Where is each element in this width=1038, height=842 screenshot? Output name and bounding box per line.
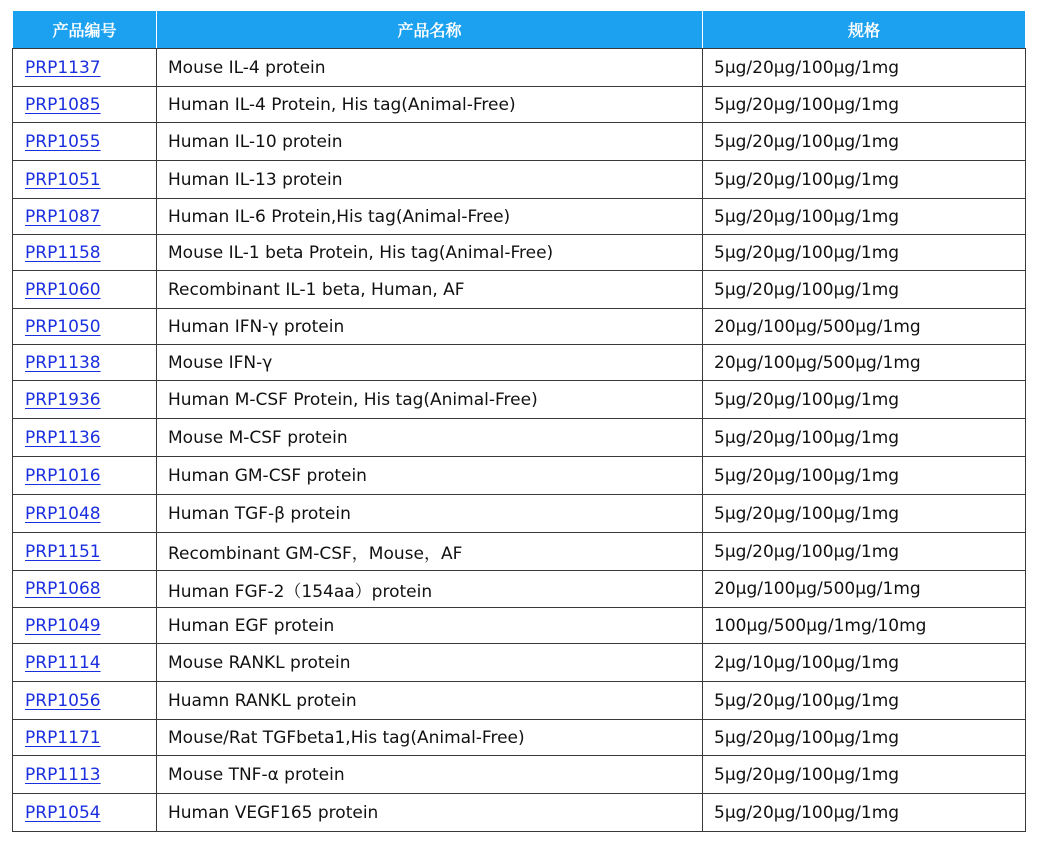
header-specification: 规格 xyxy=(703,11,1026,49)
product-code-link[interactable]: PRP1048 xyxy=(25,503,101,524)
table-row xyxy=(13,794,1026,832)
product-code-link[interactable]: PRP1051 xyxy=(25,169,101,190)
product-name-cell: Human FGF-2（154aa）protein xyxy=(157,571,703,608)
table-row xyxy=(13,720,1026,756)
table-header-row xyxy=(13,11,1026,49)
table-row xyxy=(13,271,1026,309)
product-code-link[interactable]: PRP1113 xyxy=(25,764,101,785)
product-name-cell: Human IL-6 Protein,His tag(Animal-Free) xyxy=(157,199,703,235)
table-row xyxy=(13,381,1026,419)
product-code-cell xyxy=(13,49,157,87)
product-name-cell: Mouse IL-4 protein xyxy=(157,49,703,87)
table-row xyxy=(13,49,1026,87)
table-row xyxy=(13,161,1026,199)
table-row xyxy=(13,199,1026,235)
product-name-cell: Mouse M-CSF protein xyxy=(157,419,703,457)
product-code-link[interactable]: PRP1068 xyxy=(25,579,101,599)
product-name-cell: Human IL-13 protein xyxy=(157,161,703,199)
specification-cell: 5μg/20μg/100μg/1mg xyxy=(703,271,1026,309)
product-table xyxy=(12,10,1026,832)
product-name-cell: Recombinant GM-CSF，Mouse，AF xyxy=(157,533,703,571)
product-code-link[interactable]: PRP1049 xyxy=(25,615,101,636)
specification-cell: 5μg/20μg/100μg/1mg xyxy=(703,794,1026,832)
table-row xyxy=(13,345,1026,381)
specification-cell: 5μg/20μg/100μg/1mg xyxy=(703,419,1026,457)
product-name-cell: Human GM-CSF protein xyxy=(157,457,703,495)
product-code-link[interactable]: PRP1060 xyxy=(25,279,101,300)
product-code-cell xyxy=(13,533,157,571)
product-code-cell xyxy=(13,123,157,161)
product-code-link[interactable]: PRP1054 xyxy=(25,802,101,823)
product-code-cell xyxy=(13,608,157,644)
product-code-cell xyxy=(13,161,157,199)
specification-cell: 5μg/20μg/100μg/1mg xyxy=(703,49,1026,87)
product-code-cell xyxy=(13,457,157,495)
specification-cell: 20μg/100μg/500μg/1mg xyxy=(703,345,1026,381)
header-product-code: 产品编号 xyxy=(13,11,157,49)
product-code-cell xyxy=(13,794,157,832)
product-name-cell: Mouse IFN-γ xyxy=(157,345,703,381)
specification-cell: 5μg/20μg/100μg/1mg xyxy=(703,457,1026,495)
product-code-link[interactable]: PRP1114 xyxy=(25,652,101,673)
specification-cell: 5μg/20μg/100μg/1mg xyxy=(703,495,1026,533)
table-row xyxy=(13,457,1026,495)
product-code-link[interactable]: PRP1055 xyxy=(25,131,101,152)
product-name-cell: Human M-CSF Protein, His tag(Animal-Free) xyxy=(157,381,703,419)
product-code-cell xyxy=(13,495,157,533)
table-row xyxy=(13,608,1026,644)
product-name-cell: Mouse RANKL protein xyxy=(157,644,703,682)
table-row xyxy=(13,682,1026,720)
product-name-cell: Recombinant IL-1 beta, Human, AF xyxy=(157,271,703,309)
table-row xyxy=(13,309,1026,345)
specification-cell: 5μg/20μg/100μg/1mg xyxy=(703,87,1026,123)
table-row xyxy=(13,123,1026,161)
table-row xyxy=(13,756,1026,794)
product-code-link[interactable]: PRP1138 xyxy=(25,352,101,373)
product-code-cell xyxy=(13,419,157,457)
specification-cell: 5μg/20μg/100μg/1mg xyxy=(703,161,1026,199)
specification-cell: 100μg/500μg/1mg/10mg xyxy=(703,608,1026,644)
product-code-link[interactable]: PRP1136 xyxy=(25,427,101,448)
table-row xyxy=(13,644,1026,682)
product-code-link[interactable]: PRP1151 xyxy=(25,541,101,562)
table-row xyxy=(13,533,1026,571)
specification-cell: 20μg/100μg/500μg/1mg xyxy=(703,309,1026,345)
specification-cell: 5μg/20μg/100μg/1mg xyxy=(703,756,1026,794)
specification-cell: 5μg/20μg/100μg/1mg xyxy=(703,381,1026,419)
specification-cell: 5μg/20μg/100μg/1mg xyxy=(703,123,1026,161)
header-product-name: 产品名称 xyxy=(157,11,703,49)
product-code-link[interactable]: PRP1056 xyxy=(25,690,101,711)
product-code-cell xyxy=(13,720,157,756)
specification-cell: 2μg/10μg/100μg/1mg xyxy=(703,644,1026,682)
product-name-cell: Human TGF-β protein xyxy=(157,495,703,533)
table-row xyxy=(13,495,1026,533)
product-code-link[interactable]: PRP1158 xyxy=(25,242,101,263)
product-code-cell xyxy=(13,571,157,608)
product-name-cell: Huamn RANKL protein xyxy=(157,682,703,720)
product-code-cell xyxy=(13,271,157,309)
product-code-cell xyxy=(13,756,157,794)
product-name-cell: Mouse TNF-α protein xyxy=(157,756,703,794)
product-code-link[interactable]: PRP1085 xyxy=(25,94,101,115)
product-code-cell xyxy=(13,345,157,381)
specification-cell: 5μg/20μg/100μg/1mg xyxy=(703,235,1026,271)
product-code-cell xyxy=(13,87,157,123)
product-name-cell: Mouse/Rat TGFbeta1,His tag(Animal-Free) xyxy=(157,720,703,756)
product-code-link[interactable]: PRP1016 xyxy=(25,465,101,486)
product-code-cell xyxy=(13,682,157,720)
product-code-link[interactable]: PRP1171 xyxy=(25,727,101,748)
product-code-link[interactable]: PRP1050 xyxy=(25,316,101,337)
table-row xyxy=(13,87,1026,123)
specification-cell: 5μg/20μg/100μg/1mg xyxy=(703,720,1026,756)
product-code-cell xyxy=(13,309,157,345)
specification-cell: 5μg/20μg/100μg/1mg xyxy=(703,533,1026,571)
specification-cell: 5μg/20μg/100μg/1mg xyxy=(703,682,1026,720)
product-code-cell xyxy=(13,235,157,271)
product-name-cell: Mouse IL-1 beta Protein, His tag(Animal-Free) xyxy=(157,235,703,271)
product-name-cell: Human VEGF165 protein xyxy=(157,794,703,832)
product-code-link[interactable]: PRP1087 xyxy=(25,206,101,227)
product-name-cell: Human IFN-γ protein xyxy=(157,309,703,345)
product-code-cell xyxy=(13,381,157,419)
product-code-cell xyxy=(13,199,157,235)
product-name-cell: Human EGF protein xyxy=(157,608,703,644)
product-code-cell xyxy=(13,644,157,682)
specification-cell: 5μg/20μg/100μg/1mg xyxy=(703,199,1026,235)
product-name-cell: Human IL-10 protein xyxy=(157,123,703,161)
table-row xyxy=(13,235,1026,271)
specification-cell: 20μg/100μg/500μg/1mg xyxy=(703,571,1026,608)
table-row xyxy=(13,571,1026,608)
product-name-cell: Human IL-4 Protein, His tag(Animal-Free) xyxy=(157,87,703,123)
product-code-link[interactable]: PRP1137 xyxy=(25,57,101,78)
table-row xyxy=(13,419,1026,457)
product-code-link[interactable]: PRP1936 xyxy=(25,389,101,410)
